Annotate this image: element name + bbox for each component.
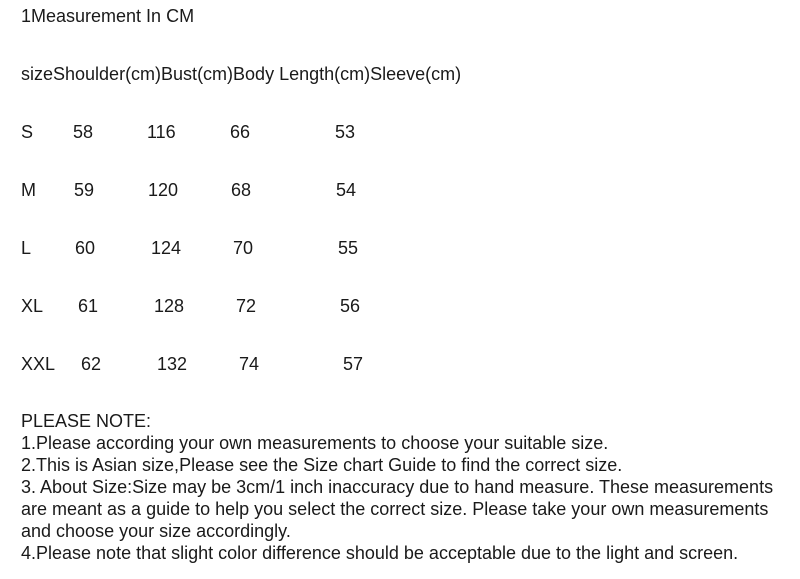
size-cell: XL bbox=[21, 296, 44, 316]
size-cell: XXL bbox=[21, 354, 56, 374]
table-row bbox=[0, 178, 800, 202]
notes-heading: PLEASE NOTE: bbox=[21, 411, 152, 431]
length-cell: 68 bbox=[231, 180, 252, 200]
size-cell: L bbox=[21, 238, 32, 258]
table-header: sizeShoulder(cm)Bust(cm)Body Length(cm)Sleeve(cm) bbox=[21, 64, 462, 84]
note-item: 1.Please according your own measurements to choose your suitable size. bbox=[21, 433, 609, 453]
note-item: 3. About Size:Size may be 3cm/1 inch inaccuracy due to hand measure. These measurements are meant as a guide to help you select the correct size. Please take your own measurements and choose your size accordingly. bbox=[21, 477, 774, 541]
shoulder-cell: 59 bbox=[74, 180, 95, 200]
shoulder-cell: 61 bbox=[78, 296, 99, 316]
shoulder-cell: 58 bbox=[73, 122, 94, 142]
bust-cell: 132 bbox=[157, 354, 188, 374]
bust-cell: 120 bbox=[148, 180, 179, 200]
table-row bbox=[0, 236, 800, 260]
size-cell: M bbox=[21, 180, 36, 200]
sleeve-cell: 57 bbox=[343, 354, 364, 374]
length-cell: 72 bbox=[236, 296, 257, 316]
table-row bbox=[0, 352, 800, 376]
length-cell: 74 bbox=[239, 354, 260, 374]
size-cell: S bbox=[21, 122, 34, 142]
length-cell: 66 bbox=[230, 122, 251, 142]
sleeve-cell: 55 bbox=[338, 238, 359, 258]
bust-cell: 116 bbox=[147, 122, 176, 142]
page-title: 1Measurement In CM bbox=[21, 6, 195, 26]
sleeve-cell: 53 bbox=[335, 122, 356, 142]
shoulder-cell: 60 bbox=[75, 238, 96, 258]
table-row bbox=[0, 294, 800, 318]
note-item: 2.This is Asian size,Please see the Size chart Guide to find the correct size. bbox=[21, 455, 623, 475]
sleeve-cell: 56 bbox=[340, 296, 361, 316]
table-row bbox=[0, 120, 800, 144]
shoulder-cell: 62 bbox=[81, 354, 102, 374]
bust-cell: 128 bbox=[154, 296, 185, 316]
bust-cell: 124 bbox=[151, 238, 182, 258]
notes-section bbox=[21, 410, 781, 564]
note-item: 4.Please note that slight color difference should be acceptable due to the light and screen. bbox=[21, 543, 739, 563]
sleeve-cell: 54 bbox=[336, 180, 357, 200]
length-cell: 70 bbox=[233, 238, 254, 258]
